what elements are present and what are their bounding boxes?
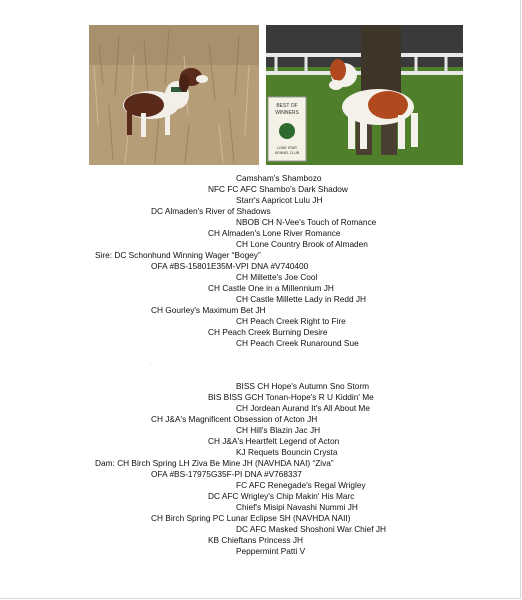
pedigree-entry: Peppermint Patti V: [236, 546, 306, 556]
pedigree-entry: CH Birch Spring PC Lunar Eclipse SH (NAVHDA NAII): [151, 513, 351, 523]
show-ring-photo: [266, 25, 463, 165]
pedigree-entry: CH Lone Country Brook of Almaden: [236, 239, 368, 249]
pedigree-entry: CH Peach Creek Right to Fire: [236, 316, 346, 326]
pedigree-entry: CH Jordean Aurand It's All About Me: [236, 403, 370, 413]
sign-line: WINNERS: [275, 110, 299, 116]
pedigree-entry: BIS BISS GCH Tonan-Hope's R U Kiddin' Me: [208, 392, 374, 402]
field-dog-image: [89, 25, 259, 165]
sign-line: LONE STAR: [277, 146, 297, 150]
pedigree-entry: DC AFC Masked Shoshoni War Chief JH: [236, 524, 387, 534]
sign-line: KENNEL CLUB: [274, 151, 300, 155]
pedigree-entry: BISS CH Hope's Autumn Sno Storm: [236, 381, 370, 391]
pedigree-entry: Chief's Misipi Navashi Nummi JH: [236, 502, 358, 512]
pedigree-entry: CH Castle One in a Millennium JH: [208, 283, 334, 293]
sire-name: Sire: DC Schonhund Winning Wager “Bogey”: [95, 250, 261, 260]
pedigree-entry: CH J&A's Heartfelt Legend of Acton: [208, 436, 340, 446]
pedigree-entry: CH Peach Creek Burning Desire: [208, 327, 328, 337]
pedigree-entry: CH J&A's Magnificent Obsession of Acton JH: [151, 414, 318, 424]
pedigree-entry: NBOB CH N-Vee's Touch of Romance: [236, 217, 377, 227]
show-ring-image: [266, 25, 463, 165]
pedigree-entry: CH Gourley's Maximum Bet JH: [151, 305, 266, 315]
dam-name: Dam: CH Birch Spring LH Ziva Be Mine JH (NAVHDA NAI) “Ziva”: [95, 458, 334, 468]
sign-line: BEST OF: [276, 103, 298, 109]
dam-health-clearance: OFA #BS-17975G35F-PI DNA #V768337: [151, 469, 302, 479]
pedigree-entry: FC AFC Renegade's Regal Wrigley: [236, 480, 366, 490]
sire-health-clearance: OFA #BS-15801E35M-VPI DNA #V740400: [151, 261, 309, 271]
pedigree-entry: Starr's Aapricot Lulu JH: [236, 195, 323, 205]
pedigree-entry: KJ Requets Bouncin Crysta: [236, 447, 338, 457]
section-divider: ·: [150, 362, 152, 368]
pedigree-entry: CH Almaden's Lone River Romance: [208, 228, 341, 238]
pedigree-entry: DC Almaden's River of Shadows: [151, 206, 271, 216]
pedigree-entry: CH Hill's Blazin Jac JH: [236, 425, 321, 435]
pedigree-entry: CH Peach Creek Runaround Sue: [236, 338, 359, 348]
pedigree-entry: CH Castle Millette Lady in Redd JH: [236, 294, 367, 304]
pedigree-entry: DC AFC Wrigley's Chip Makin' His Marc: [208, 491, 355, 501]
pedigree-entry: Camsham's Shambozo: [236, 173, 322, 183]
pedigree-entry: CH Millette's Joe Cool: [236, 272, 318, 282]
pedigree-entry: NFC FC AFC Shambo's Dark Shadow: [208, 184, 348, 194]
pedigree-entry: KB Chieftans Princess JH: [208, 535, 303, 545]
club-logo: [279, 123, 295, 139]
field-dog-photo: [89, 25, 259, 165]
